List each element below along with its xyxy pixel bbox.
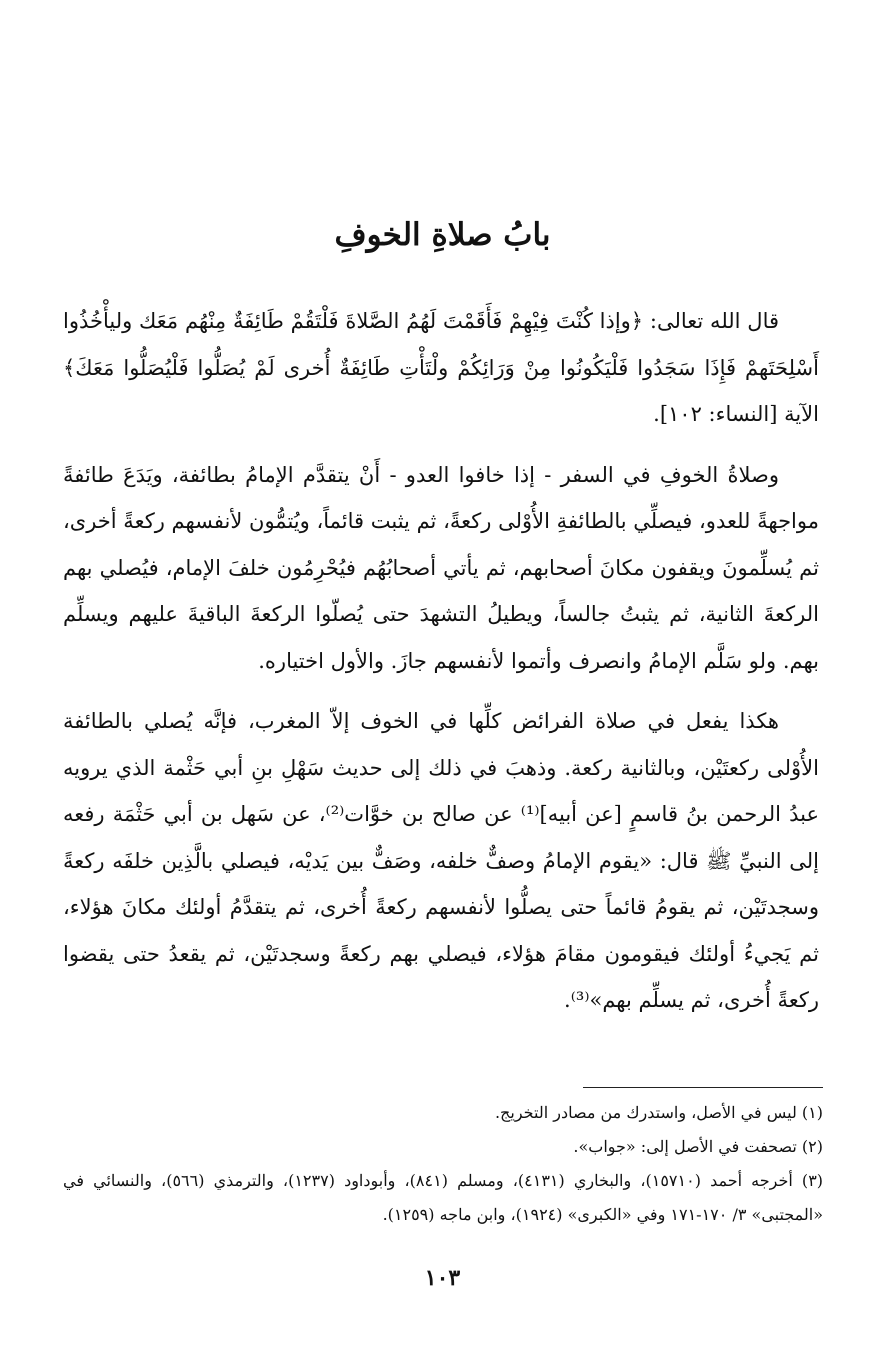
- paragraph-verse: قال الله تعالى: ﴿وإذا كُنْتَ فِيْهِمْ فَأَقَمْتَ لَهُمُ الصَّلاةَ فَلْتَقُمْ طَائِفَةٌ مِنْهُم مَعَك وليأْخُذُوا أَسْلِحَتَهمْ فَإِذَا سَجَدُوا فَلْيَكُونُوا مِنْ وَرَائِكُمْ ولْتَأْتِ طَائِفَةٌ أُخرى لَمْ يُصَلُّوا فَلْيُصَلُّوا مَعَكَ﴾ الآية [النساء: ١٠٢].: [63, 309, 819, 426]
- footnote-divider: [583, 1087, 823, 1088]
- body-text: [63, 298, 819, 1038]
- chapter-title: بابُ صلاةِ الخوفِ: [334, 216, 551, 253]
- footnote-2: (٢) تصحفت في الأصل إلى: «جواب».: [573, 1137, 823, 1156]
- paragraph-hadith: هكذا يفعل في صلاة الفرائض كلِّها في الخوف إلاّ المغرب، فإنَّه يُصلي بالطائفة الأُوْلى ركعتَيْن، وبالثانية ركعة. وذهبَ في ذلك إلى حديث سَهْلِ بنِ أبي حَثْمة الذي يرويه عبدُ الرحمن بنُ قاسمٍ [عن أبيه]⁽¹⁾ عن صالح بن خوَّات⁽²⁾، عن سَهل بن أبي حَثْمَة رفعه إلى النبيِّ ﷺ قال: «يقوم الإمامُ وصفٌّ خلفه، وصَفٌّ بين يَديْه، فيصلي بالَّذِين خلفَه ركعةً وسجدتَيْن، ثم يقومُ قائماً حتى يصلُّوا لأنفسهم ركعةً أُخرى، ثم يتقدَّمُ أولئك مكانَ هؤلاء، ثم يَجيءُ أولئك فيقومون مقامَ هؤلاء، فيصلي بهم ركعةً وسجدتَيْن، ثم يقعدُ حتى يقضوا ركعةً أُخرى، ثم يسلِّم بهم»⁽³⁾.: [63, 709, 820, 1012]
- paragraph-description: وصلاةُ الخوفِ في السفر - إذا خافوا العدو - أَنْ يتقدَّم الإمامُ بطائفة، ويَدَعَ طائفةً مواجهةً للعدو، فيصلِّي بالطائفةِ الأُوْلى ركعةً، ثم يثبت قائماً، ويُتمُّون لأنفسهم ركعةً أخرى، ثم يُسلِّمونَ ويقفون مكانَ أصحابهم، ثم يأتي أصحابُهُم فيُحْرِمُون خلفَ الإمام، فيُصلي بهم الركعةَ الثانية، ثم يثبتُ جالساً، ويطيلُ التشهدَ حتى يُصلّوا الركعةَ الباقيةَ عليهم ويسلِّم بهم. ولو سَلَّم الإمامُ وانصرف وأتموا لأنفسهم جازَ. والأول اختياره.: [63, 462, 819, 673]
- footnotes: [63, 1096, 823, 1232]
- page-number: ١٠٣: [424, 1265, 461, 1291]
- footnote-1: (١) ليس في الأصل، واستدرك من مصادر التخريج.: [494, 1103, 823, 1122]
- footnote-3: (٣) أخرجه أحمد (١٥٧١٠)، والبخاري (٤١٣١)، ومسلم (٨٤١)، وأبوداود (١٢٣٧)، والترمذي (٥٦٦)، والنسائي في «المجتبى» ٣/ ١٧٠-١٧١ وفي «الكبرى» (١٩٢٤)، وابن ماجه (١٢٥٩).: [63, 1171, 824, 1224]
